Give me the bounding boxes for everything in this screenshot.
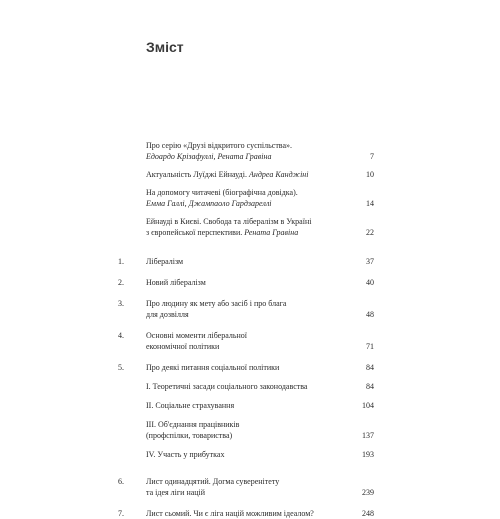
subsection-title-line-2: (профспілки, товариства): [146, 431, 233, 440]
chapter-title-line-1: Лист одинадцятий. Догма суверенітету: [146, 477, 280, 486]
chapter-page: 48: [366, 310, 374, 319]
chapter-title-line-1: Про людину як мету або засіб і про блага: [146, 299, 287, 308]
chapter-page: 239: [362, 488, 374, 497]
entry-title: На допомогу читачеві (біографічна довідка).: [146, 188, 298, 197]
chapter-number: 6.: [118, 477, 124, 486]
toc-chapter-4: [118, 330, 374, 352]
chapter-title-line-2: та ідея ліги націй: [146, 488, 206, 497]
chapter-page: 37: [366, 257, 374, 266]
table-of-contents: [118, 140, 374, 519]
entry-page: 10: [366, 170, 374, 179]
subsection-title-line-1: III. Об'єднання працівників: [146, 420, 240, 429]
entry-author: Андреа Канджіні: [248, 170, 309, 179]
toc-subsection-1: [118, 381, 374, 392]
chapter-number: 1.: [118, 257, 124, 266]
subsection-page: 137: [362, 431, 374, 440]
toc-subsection-3: [118, 419, 374, 441]
toc-entry-kyiv: [118, 216, 374, 238]
entry-author: Рената Гравіна: [244, 228, 299, 237]
toc-heading: Зміст: [146, 39, 184, 55]
chapter-title-line-1: Основні моменти ліберальної: [146, 331, 247, 340]
chapter-title-line-2: економічної політики: [146, 342, 220, 351]
subsection-page: 84: [366, 382, 374, 391]
subsection-title: II. Соціальне страхування: [146, 401, 235, 410]
chapter-title: Лист сьомий. Чи є ліга націй можливим ідеалом?: [146, 509, 314, 518]
chapter-number: 3.: [118, 299, 124, 308]
chapter-number: 2.: [118, 278, 124, 287]
toc-entry-biography: [118, 187, 374, 209]
entry-author: Едоардо Крізафуллі, Рената Гравіна: [146, 152, 272, 161]
entry-author: Емма Галлі, Джампаоло Гардзареллі: [146, 199, 272, 208]
chapter-title-line-2: для дозвілля: [146, 310, 189, 319]
entry-title-line-2: з європейської перспективи.: [146, 228, 243, 237]
toc-chapter-6: [118, 476, 374, 498]
chapter-title: Лібералізм: [146, 257, 184, 266]
entry-page: 22: [366, 228, 374, 237]
chapter-number: 5.: [118, 363, 124, 372]
toc-entry-relevance: [118, 169, 374, 180]
toc-chapter-1: [118, 256, 374, 267]
toc-subsection-4: [118, 449, 374, 460]
entry-title: Актуальність Луїджі Ейнауді.: [146, 170, 247, 179]
toc-chapter-7: [118, 508, 374, 519]
chapter-page: 71: [366, 342, 374, 351]
chapter-number: 7.: [118, 509, 124, 518]
toc-chapter-5: [118, 362, 374, 373]
chapter-title: Новий лібералізм: [146, 278, 206, 287]
chapter-number: 4.: [118, 331, 124, 340]
entry-page: 7: [370, 152, 374, 161]
subsection-page: 193: [362, 450, 374, 459]
chapter-page: 84: [366, 363, 374, 372]
entry-page: 14: [366, 199, 374, 208]
toc-chapter-3: [118, 298, 374, 320]
subsection-page: 104: [362, 401, 374, 410]
toc-subsection-2: [118, 400, 374, 411]
subsection-title: IV. Участь у прибутках: [146, 450, 225, 459]
toc-chapter-2: [118, 277, 374, 288]
entry-title-line-1: Ейнауді в Києві. Свобода та лібералізм в Україні: [146, 217, 312, 226]
chapter-title: Про деякі питання соціальної політики: [146, 363, 280, 372]
chapter-page: 248: [362, 509, 374, 518]
subsection-title: I. Теоретичні засади соціального законодавства: [146, 382, 308, 391]
chapter-page: 40: [366, 278, 374, 287]
entry-title: Про серію «Друзі відкритого суспільства».: [146, 141, 293, 150]
toc-entry-series: [118, 140, 374, 162]
